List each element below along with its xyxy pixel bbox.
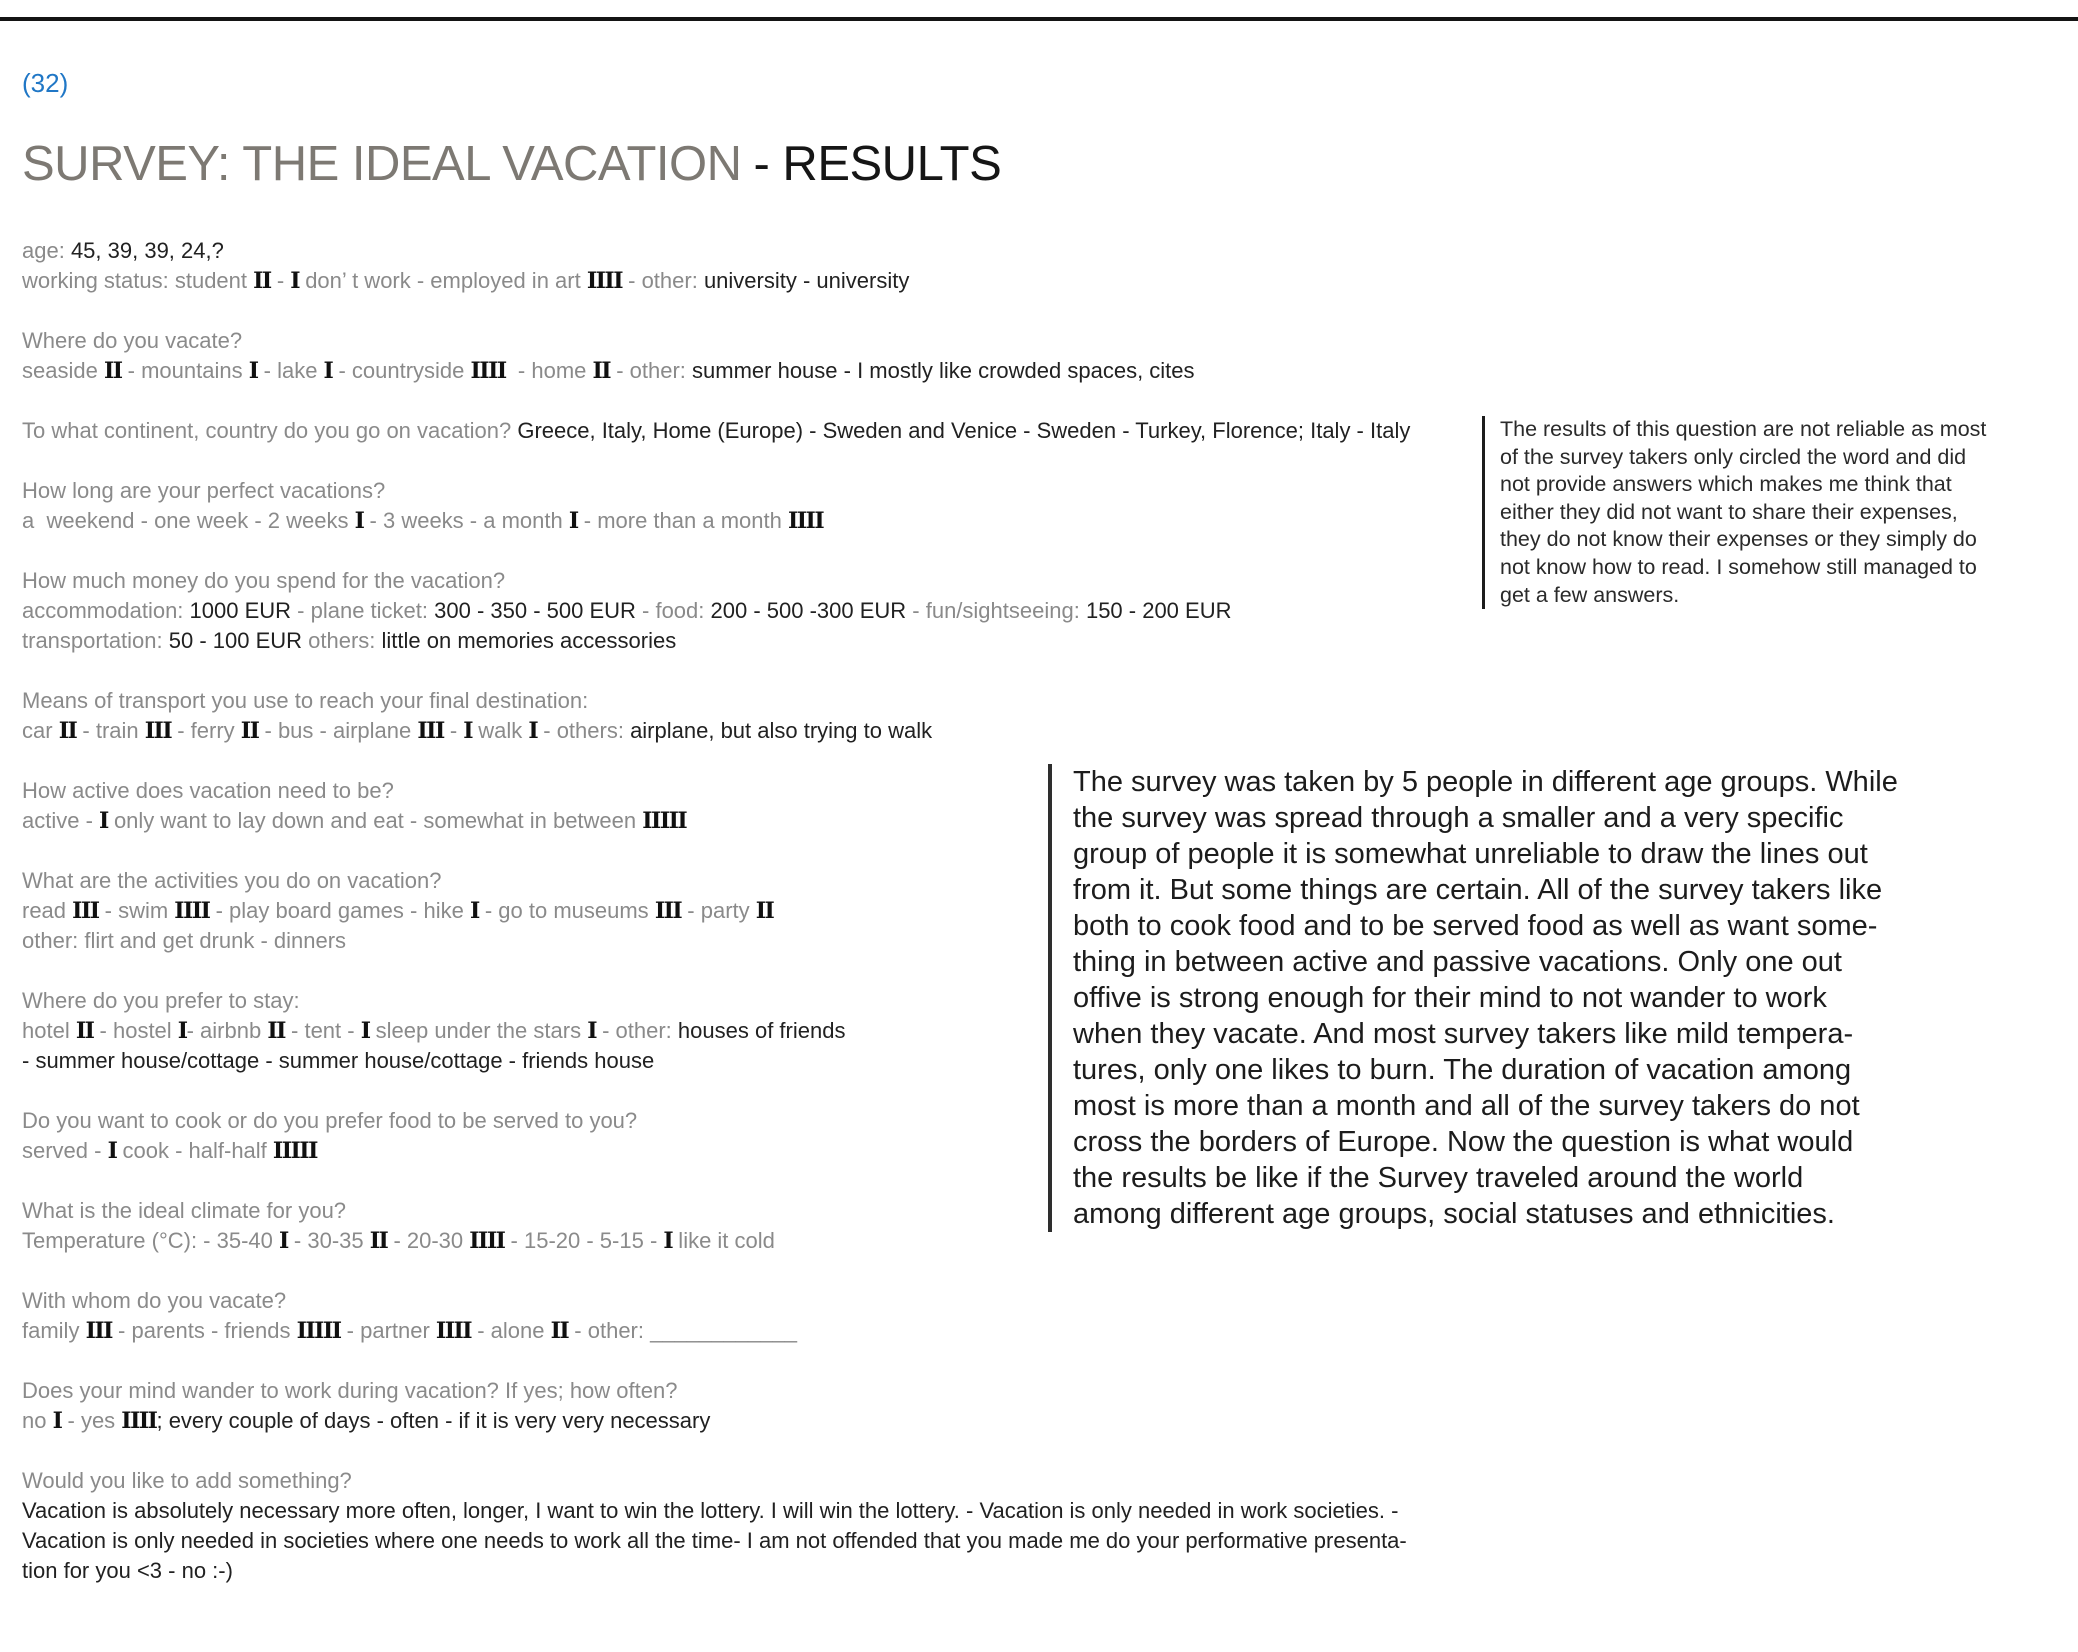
- note-line: get a few answers.: [1500, 582, 1680, 607]
- tally-marks: II: [75, 1018, 94, 1044]
- question-text: What are the activities you do on vacation?: [22, 868, 442, 893]
- survey-block: [22, 476, 1410, 536]
- question-text: Does your mind wander to work during vacation? If yes; how often?: [22, 1378, 678, 1403]
- tally-marks: III: [417, 718, 444, 744]
- survey-line: [22, 686, 1410, 716]
- question-text: like it cold: [672, 1228, 775, 1253]
- tally-marks: II: [267, 1018, 285, 1044]
- question-text: - partner: [340, 1318, 436, 1343]
- question-text: served -: [22, 1138, 108, 1163]
- question-text: Where do you vacate?: [22, 328, 243, 353]
- tally-marks: I: [323, 358, 333, 384]
- tally-marks: I: [290, 268, 300, 294]
- question-text: a weekend - one week - 2 weeks: [22, 508, 355, 533]
- tally-marks: II: [592, 358, 611, 384]
- answer-text: ; every couple of days - often - if it is very very necessary: [156, 1408, 711, 1433]
- question-text: - home: [505, 358, 593, 383]
- survey-line: [22, 326, 1410, 356]
- summary-line: thing in between active and passive vacations. Only one out: [1073, 946, 1842, 978]
- note-line: either they did not want to share their expenses,: [1500, 499, 1958, 524]
- survey-line: [22, 1466, 1410, 1496]
- tally-marks: I: [463, 718, 473, 744]
- note-line: not know how to read. I somehow still managed to: [1500, 554, 1977, 579]
- answer-text: 45, 39, 39, 24,?: [70, 238, 224, 263]
- question-text: - other:: [622, 268, 704, 293]
- tally-marks: III: [85, 1318, 112, 1344]
- survey-line: [22, 236, 1410, 266]
- question-text: - play board games - hike: [209, 898, 470, 923]
- tally-marks: I: [360, 1018, 370, 1044]
- survey-block: [22, 236, 1410, 296]
- tally-marks: I: [279, 1228, 288, 1254]
- note-line: The results of this question are not reliable as most: [1500, 417, 1987, 441]
- summary-line: the results be like if the Survey traveled around the world: [1073, 1162, 1804, 1194]
- tally-marks: I: [248, 358, 258, 384]
- question-text: no: [22, 1408, 53, 1433]
- survey-block: [22, 1466, 1410, 1586]
- answer-text: 300 - 350 - 500 EUR: [434, 598, 636, 623]
- survey-line: [22, 476, 1410, 506]
- summary-line: from it. But some things are certain. All of the survey takers like: [1073, 874, 1883, 906]
- survey-block: [22, 416, 1410, 446]
- answer-text: 1000 EUR: [189, 598, 292, 623]
- question-text: working status: student: [22, 268, 254, 293]
- question-text: Where do you prefer to stay:: [22, 988, 300, 1013]
- question-text: only want to lay down and eat - somewhat in between: [107, 808, 643, 833]
- question-text: - 20-30: [387, 1228, 470, 1253]
- question-text: - tent -: [284, 1018, 361, 1043]
- question-text: To what continent, country do you go on vacation?: [22, 418, 518, 443]
- question-text: What is the ideal climate for you?: [22, 1198, 347, 1223]
- tally-marks: I: [52, 1408, 62, 1434]
- question-text: - more than a month: [577, 508, 788, 533]
- tally-marks: I: [663, 1228, 673, 1254]
- answer-text: Greece, Italy, Home (Europe) - Sweden and Venice - Sweden - Turkey, Florence; Italy - Italy: [517, 418, 1411, 443]
- question-text: - other:: [610, 358, 693, 383]
- survey-line: [22, 1316, 1410, 1346]
- question-text: - fun/sightseeing:: [906, 598, 1086, 623]
- tally-marks: IIII: [469, 1228, 505, 1254]
- question-text: transportation:: [22, 628, 169, 653]
- tally-marks: I: [177, 1018, 187, 1044]
- survey-line: [22, 266, 1410, 296]
- question-text: - go to museums: [478, 898, 655, 923]
- tally-marks: IIII: [586, 268, 623, 294]
- question-text: - alone: [471, 1318, 551, 1343]
- answer-text: Vacation is absolutely necessary more often, longer, I want to win the lottery. I will win the lottery. - Vacation is only needed in work societies. -: [22, 1498, 1399, 1523]
- question-text: age:: [22, 238, 71, 263]
- survey-line: [22, 1406, 1410, 1436]
- question-text: Would you like to add something?: [22, 1468, 352, 1493]
- survey-line: [22, 1556, 1410, 1586]
- survey-block: [22, 326, 1410, 386]
- question-text: family: [22, 1318, 86, 1343]
- question-text: accommodation:: [22, 598, 190, 623]
- question-text: car: [22, 718, 59, 743]
- tally-marks: I: [587, 1018, 596, 1044]
- summary-line: among different age groups, social statuses and ethnicities.: [1073, 1198, 1835, 1230]
- tally-marks: IIIII: [642, 808, 687, 834]
- question-text: -: [270, 268, 291, 293]
- page-title: [22, 136, 1410, 192]
- summary-line: cross the borders of Europe. Now the question is what would: [1073, 1126, 1854, 1158]
- answer-text: tion for you <3 - no :-): [22, 1558, 233, 1583]
- summary-line: when they vacate. And most survey takers like mild tempera-: [1073, 1018, 1854, 1050]
- question-text: - other:: [595, 1018, 678, 1043]
- tally-marks: III: [72, 898, 99, 924]
- question-text: hotel: [22, 1018, 76, 1043]
- title-results: - RESULTS: [753, 137, 1002, 191]
- question-text: - other:: [568, 1318, 651, 1343]
- question-text: - party: [681, 898, 756, 923]
- question-text: - 3 weeks - a month: [363, 508, 569, 533]
- survey-line: [22, 506, 1410, 536]
- survey-block: [22, 1376, 1410, 1436]
- summary-paragraph: [1048, 764, 1993, 1232]
- answer-text: little on memories accessories: [381, 628, 677, 653]
- question-text: Temperature (°C): - 35-40: [22, 1228, 279, 1253]
- question-text: - lake: [257, 358, 324, 383]
- summary-line: The survey was taken by 5 people in different age groups. While: [1073, 766, 1898, 798]
- survey-block: [22, 566, 1410, 656]
- tally-marks: II: [755, 898, 774, 924]
- question-text: Do you want to cook or do you prefer food to be served to you?: [22, 1108, 638, 1133]
- survey-line: [22, 1496, 1410, 1526]
- question-text: - airbnb: [186, 1018, 268, 1043]
- question-text: other: flirt and get drunk - dinners: [22, 928, 347, 953]
- tally-marks: IIIII: [296, 1318, 341, 1344]
- question-text: - 15-20 - 5-15 -: [504, 1228, 664, 1253]
- question-text: - food:: [635, 598, 711, 623]
- question-text: - plane ticket:: [291, 598, 435, 623]
- note-line: they do not know their expenses or they simply do: [1500, 527, 1977, 552]
- answer-text: 150 - 200 EUR: [1085, 598, 1232, 623]
- reliability-note: [1482, 416, 2070, 609]
- tally-marks: I: [107, 1138, 117, 1164]
- survey-block: [22, 1286, 1410, 1346]
- survey-line: [22, 1526, 1410, 1556]
- question-text: - ferry: [171, 718, 241, 743]
- tally-marks: I: [354, 508, 364, 534]
- question-text: How much money do you spend for the vacation?: [22, 568, 506, 593]
- summary-line: tures, only one likes to burn. The duration of vacation among: [1073, 1054, 1852, 1086]
- survey-line: [22, 1286, 1410, 1316]
- survey-line: [22, 716, 1410, 746]
- answer-text: 200 - 500 -300 EUR: [710, 598, 907, 623]
- tally-marks: II: [240, 718, 259, 744]
- question-text: - others:: [537, 718, 631, 743]
- survey-line: [22, 566, 1410, 596]
- survey-line: [22, 1376, 1410, 1406]
- top-rule: [0, 17, 2078, 21]
- tally-marks: IIII: [787, 508, 824, 534]
- tally-marks: IIII: [470, 358, 506, 384]
- question-text: others:: [302, 628, 382, 653]
- summary-line: the survey was spread through a smaller and a very specific: [1073, 802, 1844, 834]
- question-text: ____________: [650, 1318, 797, 1343]
- tally-marks: IIII: [435, 1318, 472, 1344]
- question-text: Means of transport you use to reach your final destination:: [22, 688, 589, 713]
- answer-text: - summer house/cottage - summer house/cottage - friends house: [22, 1048, 655, 1073]
- summary-line: offive is strong enough for their mind to not wander to work: [1073, 982, 1827, 1014]
- tally-marks: IIII: [174, 898, 210, 924]
- question-text: - mountains: [121, 358, 249, 383]
- question-text: - train: [76, 718, 145, 743]
- tally-marks: II: [369, 1228, 388, 1254]
- tally-marks: I: [568, 508, 578, 534]
- question-text: -: [443, 718, 464, 743]
- question-text: - bus - airplane: [258, 718, 418, 743]
- tally-marks: II: [550, 1318, 569, 1344]
- survey-line: [22, 416, 1410, 446]
- question-text: - swim: [98, 898, 175, 923]
- question-text: - 30-35: [287, 1228, 370, 1253]
- question-text: active -: [22, 808, 100, 833]
- tally-marks: I: [528, 718, 538, 744]
- note-line: of the survey takers only circled the word and did: [1500, 444, 1967, 469]
- tally-marks: III: [144, 718, 172, 744]
- question-text: How long are your perfect vacations?: [22, 478, 386, 503]
- question-text: How active does vacation need to be?: [22, 778, 394, 803]
- question-text: - hostel: [93, 1018, 178, 1043]
- question-text: cook - half-half: [116, 1138, 273, 1163]
- tally-marks: II: [103, 358, 122, 384]
- tally-marks: II: [58, 718, 77, 744]
- question-text: read: [22, 898, 73, 923]
- tally-marks: I: [469, 898, 479, 924]
- tally-marks: I: [99, 808, 108, 834]
- survey-line: [22, 596, 1410, 626]
- question-text: - yes: [61, 1408, 122, 1433]
- title-main: SURVEY: THE IDEAL VACATION: [22, 137, 742, 191]
- answer-text: 50 - 100 EUR: [168, 628, 303, 653]
- question-text: don’ t work - employed in art: [299, 268, 587, 293]
- tally-marks: IIII: [121, 1408, 157, 1434]
- answer-text: airplane, but also trying to walk: [630, 718, 933, 743]
- summary-line: both to cook food and to be served food as well as want some-: [1073, 910, 1878, 942]
- question-text: - countryside: [332, 358, 471, 383]
- question-text: walk: [472, 718, 529, 743]
- answer-text: Vacation is only needed in societies where one needs to work all the time- I am not offended that you made me do your performative presenta-: [22, 1528, 1407, 1553]
- answer-text: summer house - I mostly like crowded spaces, cites: [692, 358, 1195, 383]
- answer-text: houses of friends: [677, 1018, 846, 1043]
- survey-line: [22, 356, 1410, 386]
- survey-block: [22, 686, 1410, 746]
- tally-marks: III: [654, 898, 682, 924]
- question-text: - parents - friends: [111, 1318, 297, 1343]
- survey-line: [22, 626, 1410, 656]
- slide-number: (32): [22, 68, 69, 98]
- tally-marks: II: [253, 268, 271, 294]
- summary-line: group of people it is somewhat unreliable to draw the lines out: [1073, 838, 1868, 870]
- summary-line: most is more than a month and all of the survey takers do not: [1073, 1090, 1860, 1122]
- question-text: With whom do you vacate?: [22, 1288, 287, 1313]
- question-text: sleep under the stars: [369, 1018, 588, 1043]
- note-line: not provide answers which makes me think that: [1500, 472, 1952, 497]
- answer-text: university - university: [703, 268, 910, 293]
- tally-marks: IIIII: [272, 1138, 317, 1164]
- question-text: seaside: [22, 358, 104, 383]
